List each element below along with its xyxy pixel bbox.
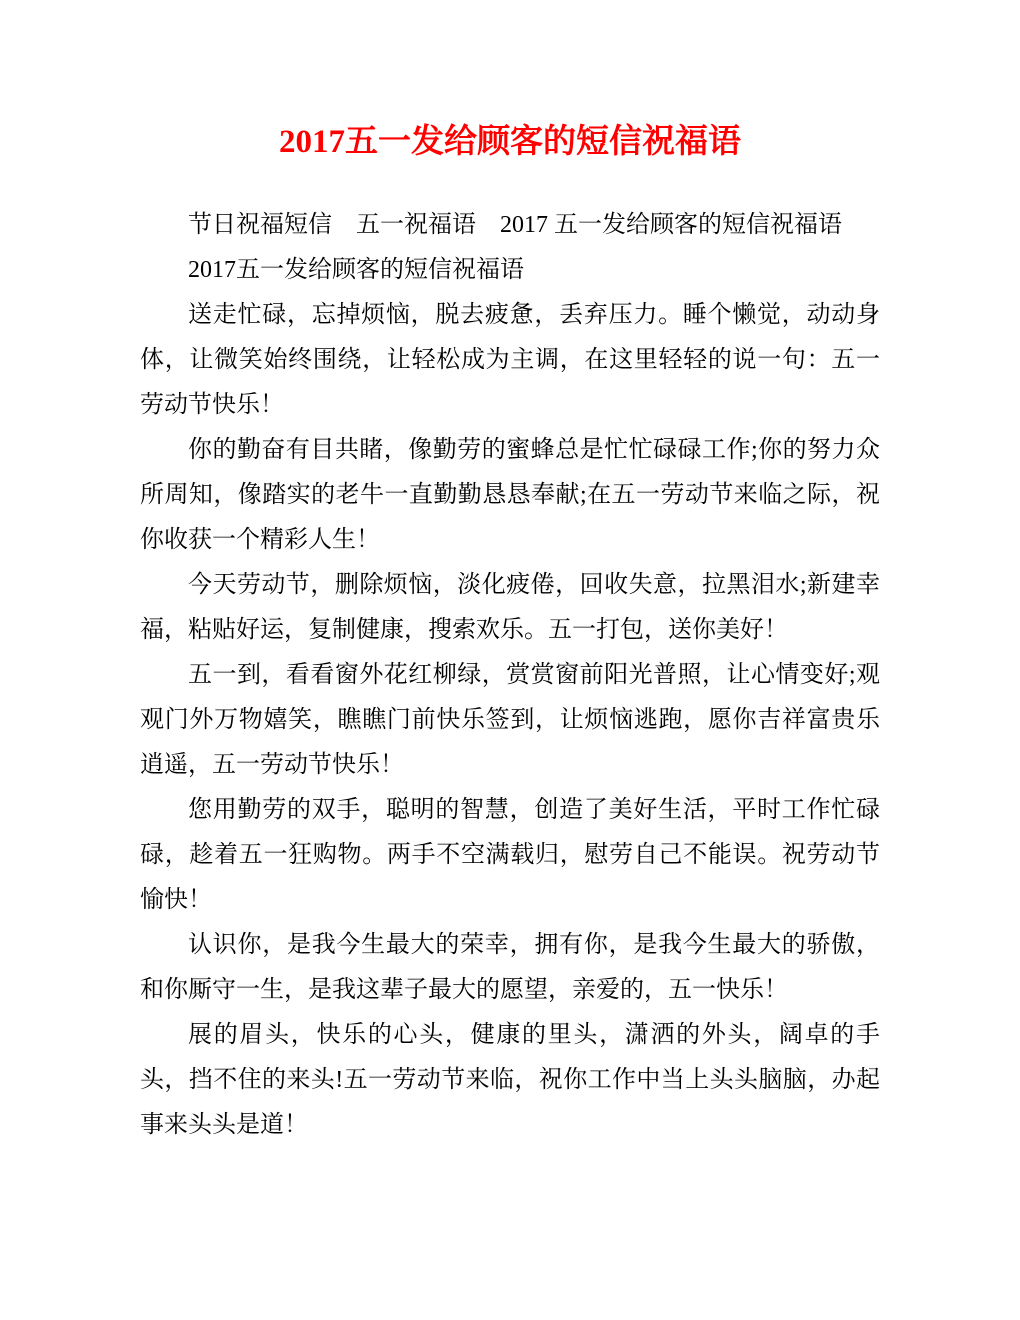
paragraph: 送走忙碌，忘掉烦恼，脱去疲惫，丢弃压力。睡个懒觉，动动身体，让微笑始终围绕，让轻松成为主调，在这里轻轻的说一句：五一劳动节快乐！: [140, 302, 880, 418]
subtitle-line: 2017五一发给顾客的短信祝福语: [188, 257, 524, 283]
paragraph: 展的眉头，快乐的心头，健康的里头，潇洒的外头，阔卓的手头，挡不住的来头!五一劳动节来临，祝你工作中当上头头脑脑，办起事来头头是道！: [140, 1022, 880, 1138]
paragraph: 认识你，是我今生最大的荣幸，拥有你，是我今生最大的骄傲，和你厮守一生，是我这辈子最大的愿望，亲爱的，五一快乐！: [140, 932, 880, 1003]
meta-line: 节日祝福短信 五一祝福语 2017 五一发给顾客的短信祝福语: [188, 212, 842, 238]
document-body: [140, 203, 880, 1148]
paragraph: 您用勤劳的双手，聪明的智慧，创造了美好生活，平时工作忙碌碌，趁着五一狂购物。两手不空满载归，慰劳自己不能误。祝劳动节愉快！: [140, 797, 880, 913]
paragraph: 你的勤奋有目共睹，像勤劳的蜜蜂总是忙忙碌碌工作;你的努力众所周知，像踏实的老牛一直勤勤恳恳奉献;在五一劳动节来临之际，祝你收获一个精彩人生！: [140, 437, 880, 553]
paragraph-list: [140, 293, 880, 1148]
paragraph: 今天劳动节，删除烦恼，淡化疲倦，回收失意，拉黑泪水;新建幸福，粘贴好运，复制健康，搜索欢乐。五一打包，送你美好！: [140, 572, 880, 643]
document-title: 2017五一发给顾客的短信祝福语: [279, 124, 741, 160]
paragraph: 五一到，看看窗外花红柳绿，赏赏窗前阳光普照，让心情变好;观观门外万物嬉笑，瞧瞧门前快乐签到，让烦恼逃跑，愿你吉祥富贵乐逍遥，五一劳动节快乐！: [140, 662, 880, 778]
